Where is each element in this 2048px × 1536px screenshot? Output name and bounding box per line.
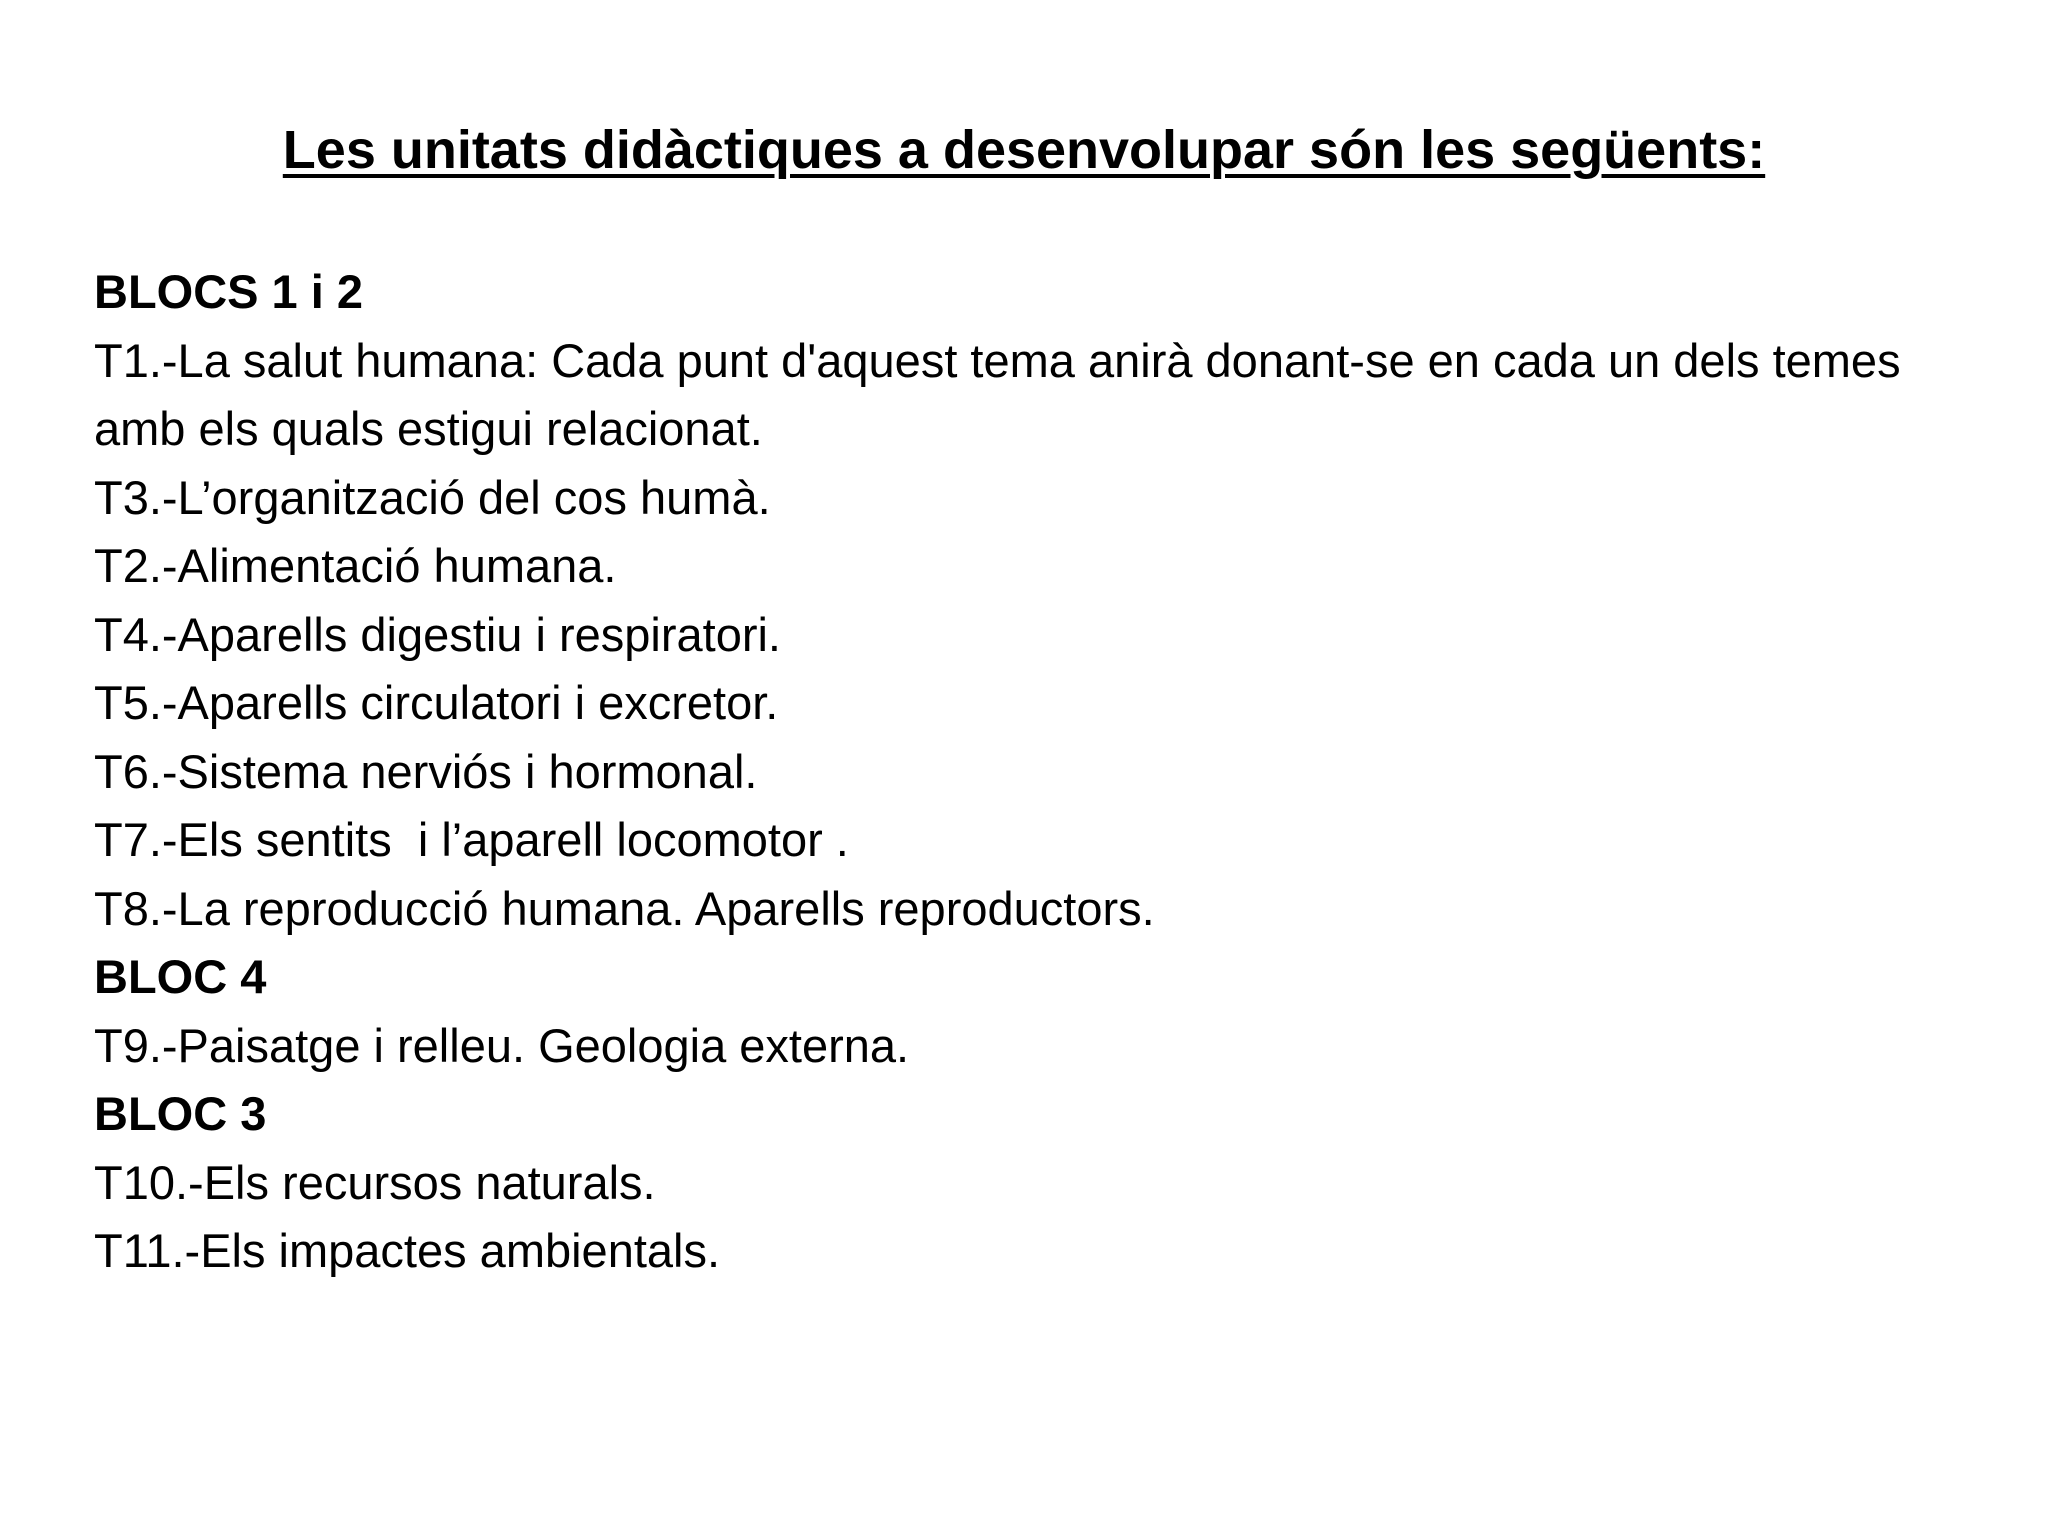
unit-item-t6: T6.-Sistema nerviós i hormonal. [94,744,758,798]
unit-item-t4: T4.-Aparells digestiu i respiratori. [94,607,781,661]
unit-item-t9: T9.-Paisatge i relleu. Geologia externa. [94,1018,910,1072]
unit-item-t3: T3.-L’organització del cos humà. [94,470,771,524]
unit-list [94,258,1994,1286]
unit-item-t8: T8.-La reproducció humana. Aparells reproductors. [94,881,1155,935]
unit-item-t2: T2.-Alimentació humana. [94,539,617,592]
section-heading-blocs-1-2: BLOCS 1 i 2 [94,265,364,318]
section-heading-bloc-4: BLOC 4 [94,950,267,1003]
unit-item-t5: T5.-Aparells circulatori i excretor. [94,676,779,729]
unit-item-t1: T1.-La salut humana: Cada punt d'aquest tema anirà donant-se en cada un dels temes amb els quals estigui relacionat. [94,333,1914,455]
section-heading-bloc-3: BLOC 3 [94,1087,267,1140]
unit-item-t10: T10.-Els recursos naturals. [94,1155,656,1209]
unit-item-t11: T11.-Els impactes ambientals. [94,1224,721,1277]
slide-title: Les unitats didàctiques a desenvolupar són les següents: [282,120,1766,180]
unit-item-t7: T7.-Els sentits i l’aparell locomotor . [94,813,849,866]
